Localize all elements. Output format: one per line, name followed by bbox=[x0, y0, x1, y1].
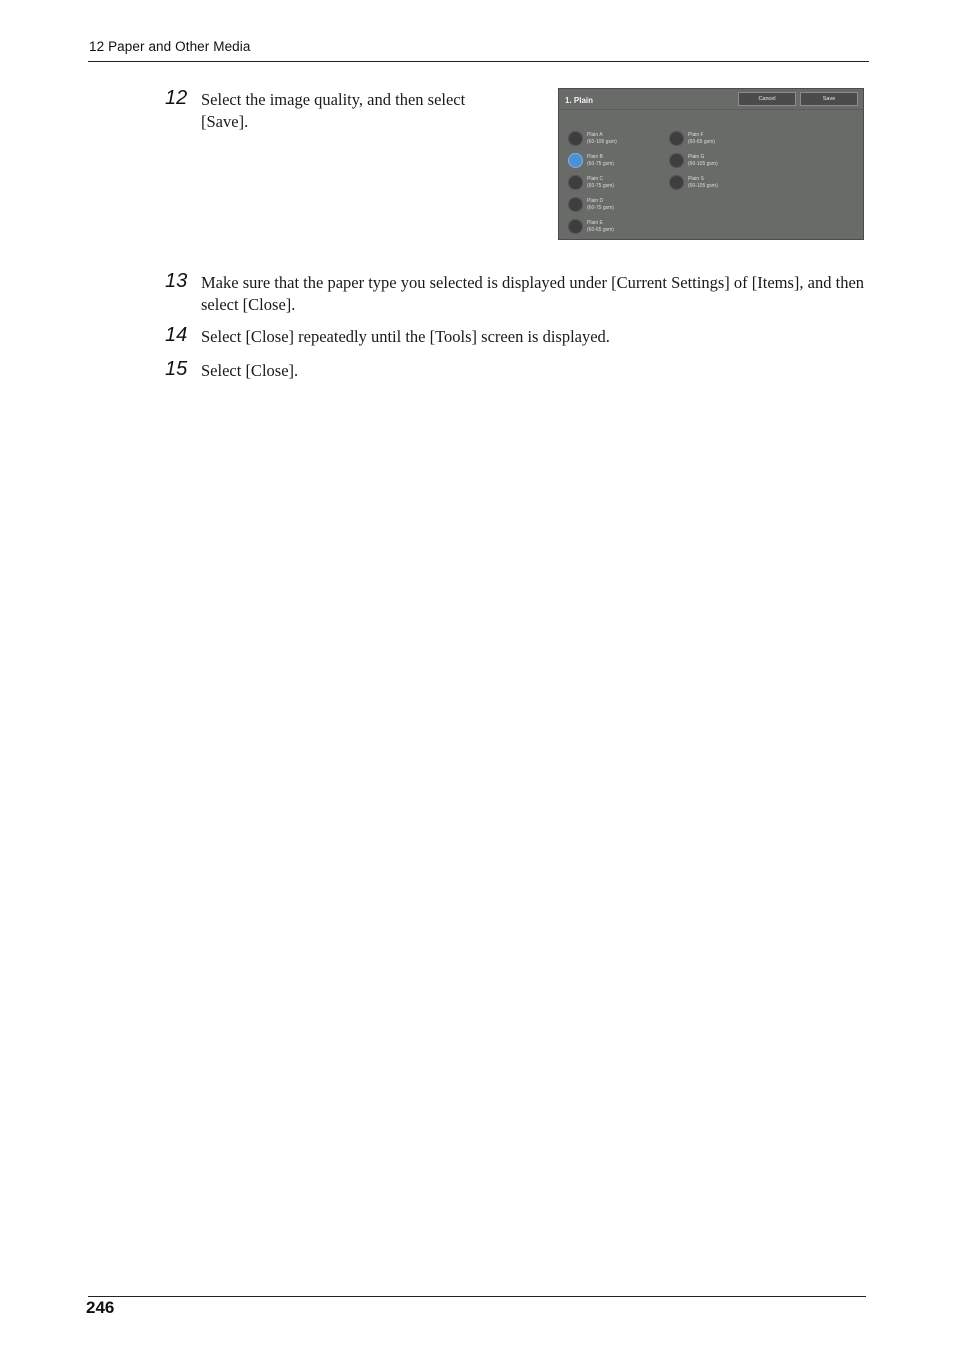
radio-icon[interactable] bbox=[669, 131, 684, 146]
step-text: Make sure that the paper type you selected is displayed under [Current Settings] of [Items], and then select [Close]. bbox=[201, 273, 865, 314]
option-label: Plain B (60-75 gsm) bbox=[587, 154, 614, 167]
step-number: 14 bbox=[165, 324, 188, 346]
cancel-button[interactable]: Cancel bbox=[738, 92, 796, 106]
radio-icon[interactable] bbox=[669, 175, 684, 190]
save-button[interactable]: Save bbox=[800, 92, 858, 106]
footer-rule bbox=[88, 1296, 866, 1297]
option-plain-s[interactable] bbox=[669, 174, 764, 192]
step-number: 12 bbox=[165, 87, 188, 109]
screen-divider bbox=[559, 109, 863, 110]
radio-icon[interactable] bbox=[669, 153, 684, 168]
option-plain-a[interactable] bbox=[568, 130, 663, 148]
option-plain-f[interactable] bbox=[669, 130, 764, 148]
option-label: Plain A (60-105 gsm) bbox=[587, 132, 617, 145]
option-label: Plain E (60-65 gsm) bbox=[587, 220, 614, 233]
step-number: 15 bbox=[165, 358, 188, 380]
radio-icon[interactable] bbox=[568, 197, 583, 212]
radio-selected-icon[interactable] bbox=[568, 153, 583, 168]
paper-quality-screen bbox=[558, 88, 864, 240]
option-label: Plain C (60-75 gsm) bbox=[587, 176, 614, 189]
step-number: 13 bbox=[165, 270, 188, 292]
radio-icon[interactable] bbox=[568, 131, 583, 146]
option-plain-e[interactable] bbox=[568, 218, 663, 236]
step-text: Select [Close] repeatedly until the [Tools] screen is displayed. bbox=[201, 327, 610, 346]
step-text: Select the image quality, and then select [Save]. bbox=[201, 90, 466, 131]
radio-icon[interactable] bbox=[568, 219, 583, 234]
radio-icon[interactable] bbox=[568, 175, 583, 190]
option-plain-b[interactable] bbox=[568, 152, 663, 170]
option-label: Plain D (60-75 gsm) bbox=[587, 198, 614, 211]
running-head: 12 Paper and Other Media bbox=[89, 39, 251, 54]
step-text: Select [Close]. bbox=[201, 361, 299, 380]
option-plain-c[interactable] bbox=[568, 174, 663, 192]
option-label: Plain S (60-105 gsm) bbox=[688, 176, 718, 189]
header-rule bbox=[88, 61, 869, 62]
option-label: Plain G (60-105 gsm) bbox=[688, 154, 718, 167]
option-plain-g[interactable] bbox=[669, 152, 764, 170]
screen-title: 1. Plain bbox=[565, 96, 594, 105]
option-label: Plain F (60-65 gsm) bbox=[688, 132, 715, 145]
page-number: 246 bbox=[86, 1298, 115, 1317]
option-plain-d[interactable] bbox=[568, 196, 663, 214]
